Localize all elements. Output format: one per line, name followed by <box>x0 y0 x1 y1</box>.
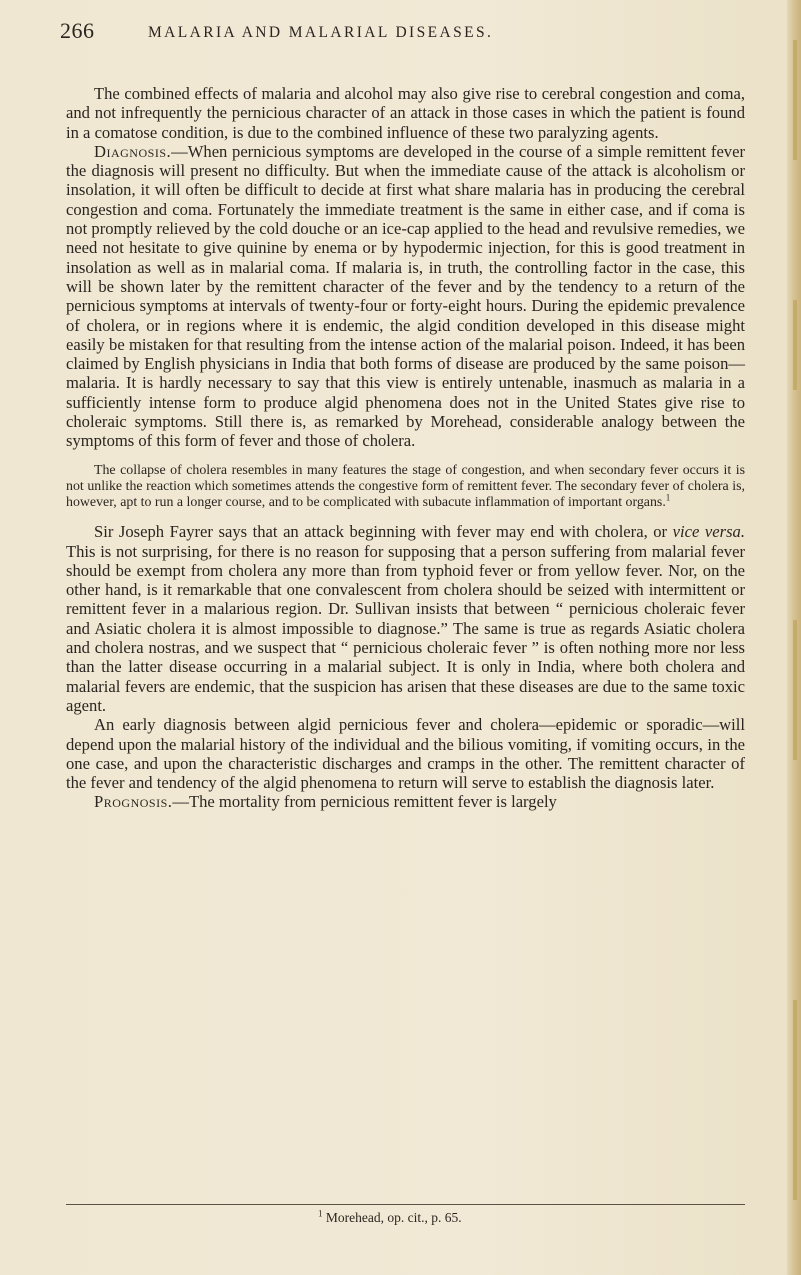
block-quote <box>66 463 745 512</box>
paragraph-text: —The mortality from pernicious remittent fever is largely <box>172 792 557 812</box>
paragraph-text: This is not surprising, for there is no reason for supposing that a person suffering from malarial fever should be exempt from cholera any more than from typhoid fever or from yellow fever. Nor, on the other hand, is it remarkable that one convalescent from cholera should be seized with intermittent or remittent fever in a malarious region. Dr. Sullivan insists that between “ pernicious choleraic fever and Asiatic cholera it is almost impossible to diagnose.” The same is true as regards Asiatic cholera and cholera nostras, and we suspect that “ pernicious choleraic fever ” is often nothing more nor less than the latter disease occurring in a malarial subject. It is only in India, where both cholera and malarial fevers are endemic, that the suspicion has arisen that these diseases are due to the same toxic agent. <box>66 541 745 715</box>
footnote <box>318 1210 462 1226</box>
footnote-mark: 1 <box>318 1208 323 1219</box>
page-header <box>60 18 750 52</box>
page-edge <box>787 0 801 1275</box>
paragraph-prognosis <box>66 792 745 811</box>
running-title: MALARIA AND MALARIAL DISEASES. <box>148 24 494 41</box>
page-number: 266 <box>60 18 95 43</box>
edge-stain <box>793 40 797 160</box>
italic-phrase: vice versa. <box>672 522 745 542</box>
quote-text: The collapse of cholera resembles in many features the stage of congestion, and when secondary fever occurs it is not unlike the reaction which sometimes attends the congestive form of remittent fever. The secondary fever of cholera is, however, apt to run a longer course, and to be complicated with subacute inflammation of important organs. <box>66 462 745 511</box>
paragraph-text: The combined effects of malaria and alcohol may also give rise to cerebral congestion and coma, and not infrequently the pernicious character of an attack in those cases in which the patient is found in a comatose condition, is due to the combined influence of these two paralyzing agents. <box>66 84 745 142</box>
paragraph-alcohol <box>66 84 745 142</box>
footnote-text: Morehead, op. cit., p. 65. <box>322 1210 462 1225</box>
paragraph-early-diagnosis <box>66 715 745 792</box>
paragraph-fayrer <box>66 522 745 715</box>
edge-stain <box>793 1000 797 1200</box>
body-text <box>66 84 745 812</box>
section-label-prognosis: Prognosis. <box>94 792 173 812</box>
footnote-separator <box>66 1204 745 1205</box>
edge-stain <box>793 300 797 390</box>
section-label-diagnosis: Diagnosis. <box>94 141 172 161</box>
edge-stain <box>793 620 797 760</box>
paragraph-text: —When pernicious symptoms are developed in the course of a simple remittent fever the diagnosis will present no difficulty. But when the immediate cause of the attack is alcoholism or insolation, it will often be difficult to decide at first what share malaria has in producing the cerebral congestion and coma. Fortunately the immediate treatment is the same in either case, and if coma is not promptly relieved by the cold douche or an ice-cap applied to the head and revulsive remedies, we need not hesitate to give quinine by enema or by hypodermic injection, for this is good treatment in insolation as well as in malarial coma. If malaria is, in truth, the controlling factor in the case, this will be shown later by the remittent character of the fever and by the tendency to a return of the pernicious symptoms at intervals of twenty-four or forty-eight hours. During the epidemic prevalence of cholera, or in regions where it is endemic, the algid condition developed in this disease might easily be mistaken for that resulting from the intense action of the malarial poison. Indeed, it has been claimed by English physicians in India that both forms of disease are produced by the same poison—malaria. It is hardly necessary to say that this view is entirely untenable, inasmuch as malaria in a sufficiently intense form to produce algid phenomena does not in the United States give rise to choleraic symptoms. Still there is, as remarked by Morehead, considerable analogy between the symptoms of this form of fever and those of cholera. <box>66 141 745 451</box>
paragraph-text: Sir Joseph Fayrer says that an attack beginning with fever may end with cholera, or <box>94 522 673 542</box>
paragraph-diagnosis <box>66 142 745 451</box>
paragraph-text: An early diagnosis between algid pernicious fever and cholera—epidemic or sporadic—will depend upon the malarial history of the individual and the bilious vomiting, if vomiting occurs, in the one case, and upon the characteristic discharges and cramps in the other. The remittent character of the fever and tendency of the algid phenomena to return will serve to establish the diagnosis later. <box>66 715 745 793</box>
footnote-reference: 1 <box>665 492 671 503</box>
